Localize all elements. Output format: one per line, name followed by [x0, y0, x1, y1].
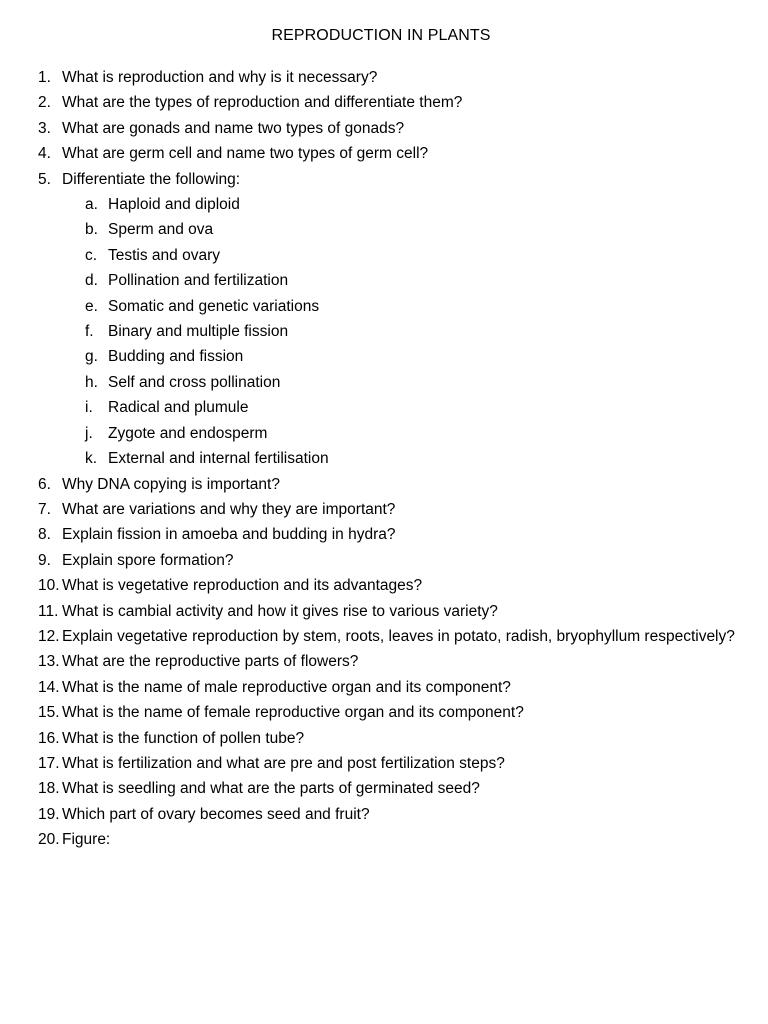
question-text: What is vegetative reproduction and its advantages?: [62, 577, 423, 595]
question-number: 12.: [38, 627, 60, 645]
question-number: 6.: [38, 475, 51, 493]
sub-question-item: [62, 446, 738, 471]
question-text: What is seedling and what are the parts of germinated seed?: [62, 780, 480, 798]
question-text: What is the name of female reproductive organ and its component?: [62, 704, 524, 722]
sub-question-text: Sperm and ova: [108, 221, 214, 239]
question-text: Explain spore formation?: [62, 551, 234, 569]
sub-question-item: [62, 370, 738, 395]
sub-question-letter: e.: [85, 297, 98, 315]
question-item: [38, 472, 738, 497]
question-number: 1.: [38, 69, 51, 86]
question-item: [38, 624, 738, 649]
sub-question-item: [62, 421, 738, 446]
question-number: 16.: [38, 729, 60, 747]
sub-question-letter: d.: [85, 272, 98, 290]
question-number: 19.: [38, 805, 60, 823]
question-text: Differentiate the following:: [62, 170, 241, 188]
sub-question-item: [62, 395, 738, 420]
question-item: [38, 90, 738, 115]
question-item: [38, 599, 738, 624]
sub-question-item: [62, 344, 738, 369]
sub-question-item: [62, 192, 738, 217]
sub-question-item: [62, 243, 738, 268]
question-text: Explain fission in amoeba and budding in hydra?: [62, 526, 396, 544]
sub-question-text: Budding and fission: [108, 348, 244, 366]
question-number: 11.: [38, 602, 59, 620]
question-number: 3.: [38, 119, 51, 137]
question-number: 15.: [38, 704, 60, 722]
sub-question-text: Zygote and endosperm: [108, 424, 268, 442]
question-text: What is fertilization and what are pre and post fertilization steps?: [62, 754, 505, 772]
question-number: 8.: [38, 526, 51, 544]
sub-question-letter: i.: [85, 399, 93, 417]
question-item: [38, 141, 738, 166]
question-item: [38, 675, 738, 700]
question-text: What are the types of reproduction and differentiate them?: [62, 94, 463, 112]
question-text: What are gonads and name two types of gonads?: [62, 119, 405, 137]
sub-question-letter: h.: [85, 373, 98, 391]
question-number: 18.: [38, 780, 60, 798]
question-item: [38, 776, 738, 801]
question-item: [38, 167, 738, 192]
sub-question-letter: b.: [85, 221, 98, 239]
sub-question-letter: c.: [85, 246, 98, 264]
question-item: [38, 827, 738, 852]
question-number: 14.: [38, 678, 60, 696]
question-item: [38, 700, 738, 725]
question-text: Why DNA copying is important?: [62, 475, 280, 493]
sub-question-letter: j.: [85, 424, 93, 442]
sub-question-text: Radical and plumule: [108, 399, 249, 417]
sub-question-text: Binary and multiple fission: [108, 323, 289, 341]
sub-question-letter: k.: [85, 450, 98, 468]
sub-question-item: [62, 268, 738, 293]
question-item: [38, 522, 738, 547]
question-text: Which part of ovary becomes seed and fruit?: [62, 805, 370, 823]
sub-question-text: Testis and ovary: [108, 246, 220, 264]
question-text: Figure:: [62, 831, 111, 849]
question-item: [38, 573, 738, 598]
sub-question-item: [62, 294, 738, 319]
question-number: 2.: [38, 94, 51, 112]
question-item: [38, 116, 738, 141]
question-number: 4.: [38, 145, 51, 163]
question-item: [38, 497, 738, 522]
question-list: [38, 65, 738, 853]
sub-question-text: Haploid and diploid: [108, 196, 240, 214]
sub-question-text: Self and cross pollination: [108, 373, 281, 391]
question-item: [38, 65, 738, 90]
question-item: [38, 548, 738, 573]
sub-question-list: [38, 192, 738, 471]
question-item: [38, 649, 738, 674]
question-number: 9.: [38, 551, 51, 569]
question-text: What are the reproductive parts of flowers?: [62, 653, 359, 671]
question-item: [38, 802, 738, 827]
document-title: REPRODUCTION IN PLANTS: [271, 27, 491, 44]
question-number: 7.: [38, 500, 51, 518]
sub-question-text: Somatic and genetic variations: [108, 297, 320, 315]
question-text: What is cambial activity and how it gives rise to various variety?: [62, 602, 498, 620]
sub-question-letter: g.: [85, 348, 98, 366]
question-text: What are germ cell and name two types of germ cell?: [62, 145, 429, 163]
question-text: What is reproduction and why is it necessary?: [62, 69, 378, 86]
question-text: What are variations and why they are important?: [62, 500, 396, 518]
question-number: 5.: [38, 170, 51, 188]
question-number: 10.: [38, 577, 60, 595]
question-number: 20.: [38, 831, 60, 849]
sub-list-wrapper: [38, 192, 738, 471]
sub-question-text: External and internal fertilisation: [108, 450, 329, 468]
sub-question-text: Pollination and fertilization: [108, 272, 289, 290]
question-number: 17.: [38, 754, 60, 772]
sub-question-letter: a.: [85, 196, 98, 214]
question-text: Explain vegetative reproduction by stem, roots, leaves in potato, radish, bryophyllum respectively?: [62, 627, 735, 645]
sub-question-letter: f.: [85, 323, 94, 341]
question-text: What is the name of male reproductive organ and its component?: [62, 678, 511, 696]
question-text: What is the function of pollen tube?: [62, 729, 305, 747]
sub-question-item: [62, 319, 738, 344]
question-item: [38, 751, 738, 776]
sub-question-item: [62, 217, 738, 242]
question-item: [38, 726, 738, 751]
question-number: 13.: [38, 653, 60, 671]
